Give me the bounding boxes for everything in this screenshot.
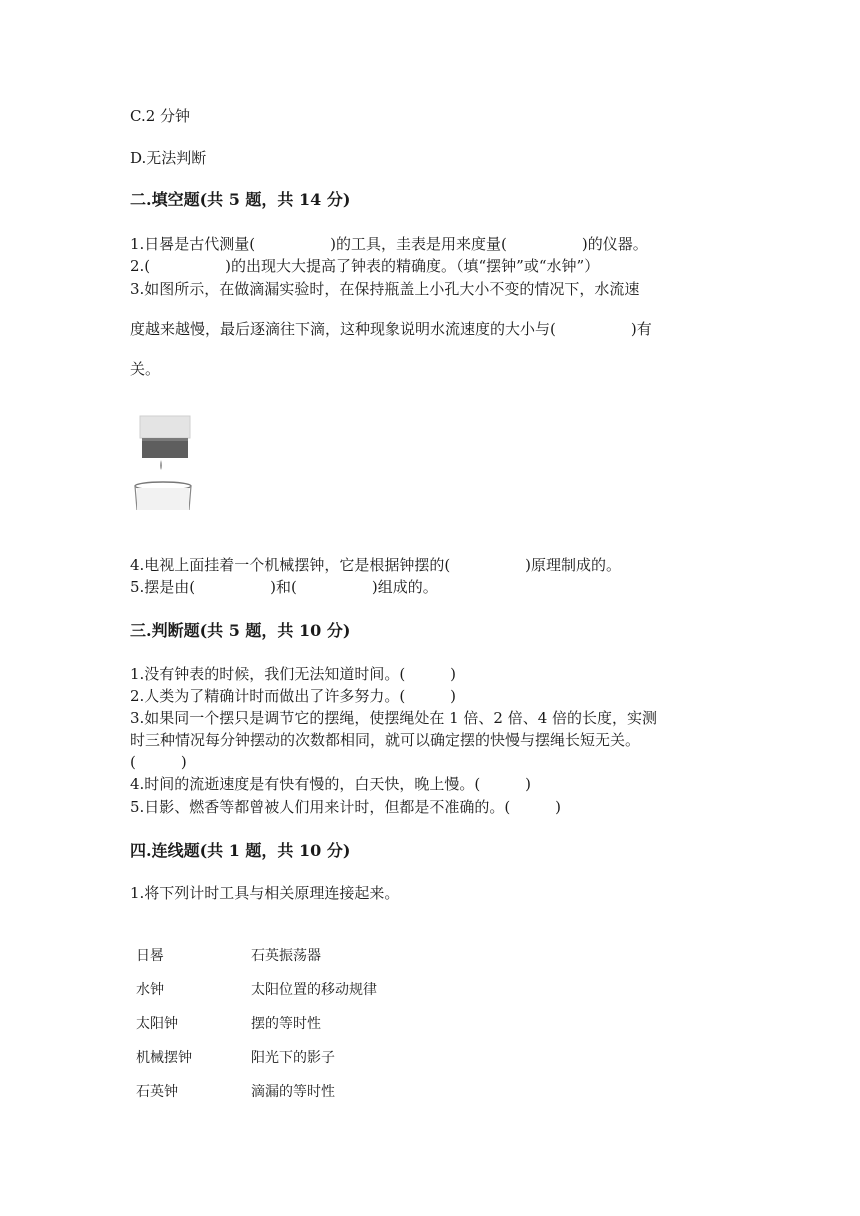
option-c: C.2 分钟 [130,107,191,125]
judge-question-3-line-3: ( ) [130,753,187,771]
matching-question-1: 1.将下列计时工具与相关原理连接起来。 [130,884,400,902]
match-principle[interactable]: 石英振荡器 [251,948,321,964]
option-d: D.无法判断 [130,149,207,167]
match-principle[interactable]: 太阳位置的移动规律 [251,982,377,998]
matching-row [136,945,456,979]
fill-question-3-line-3: 关。 [130,360,161,378]
fill-question-3-line-1: 3.如图所示，在做滴漏实验时，在保持瓶盖上小孔大小不变的情况下，水流速 [130,280,640,298]
matching-row [136,1047,456,1081]
fill-question-1: 1.日晷是古代测量( )的工具，圭表是用来度量( )的仪器。 [130,235,648,253]
match-principle[interactable]: 阳光下的影子 [251,1050,335,1066]
drip-experiment-figure [130,414,200,512]
bottle-drip-illustration [130,414,200,512]
fill-question-2: 2.( )的出现大大提高了钟表的精确度。（填“摆钟”或“水钟”） [130,257,600,275]
matching-row [136,1013,456,1047]
matching-row [136,1081,456,1115]
judge-question-3-line-2: 时三种情况每分钟摆动的次数都相同，就可以确定摆的快慢与摆绳长短无关。 [130,731,641,749]
match-tool[interactable]: 石英钟 [136,1084,178,1100]
match-tool[interactable]: 太阳钟 [136,1016,178,1032]
match-tool[interactable]: 日晷 [136,948,164,964]
judge-question-3-line-1: 3.如果同一个摆只是调节它的摆绳，使摆绳处在 1 倍、2 倍、4 倍的长度，实测 [130,709,658,727]
judge-question-1: 1.没有钟表的时候，我们无法知道时间。( ) [130,665,457,683]
matching-table [136,945,456,1115]
fill-question-5: 5.摆是由( )和( )组成的。 [130,578,438,596]
section-fill-blank-heading: 二.填空题(共 5 题，共 14 分) [130,190,351,209]
matching-row [136,979,456,1013]
judge-question-5: 5.日影、燃香等都曾被人们用来计时，但都是不准确的。( ) [130,798,562,816]
section-matching-heading: 四.连线题(共 1 题，共 10 分) [130,841,351,860]
match-principle[interactable]: 摆的等时性 [251,1016,321,1032]
judge-question-2: 2.人类为了精确计时而做出了许多努力。( ) [130,687,457,705]
match-tool[interactable]: 机械摆钟 [136,1050,192,1066]
match-tool[interactable]: 水钟 [136,982,164,998]
fill-question-3-line-2: 度越来越慢，最后逐滴往下滴，这种现象说明水流速度的大小与( )有 [130,320,652,338]
fill-question-4: 4.电视上面挂着一个机械摆钟，它是根据钟摆的( )原理制成的。 [130,556,622,574]
match-principle[interactable]: 滴漏的等时性 [251,1084,335,1100]
judge-question-4: 4.时间的流逝速度是有快有慢的，白天快，晚上慢。( ) [130,775,532,793]
section-true-false-heading: 三.判断题(共 5 题，共 10 分) [130,621,351,640]
